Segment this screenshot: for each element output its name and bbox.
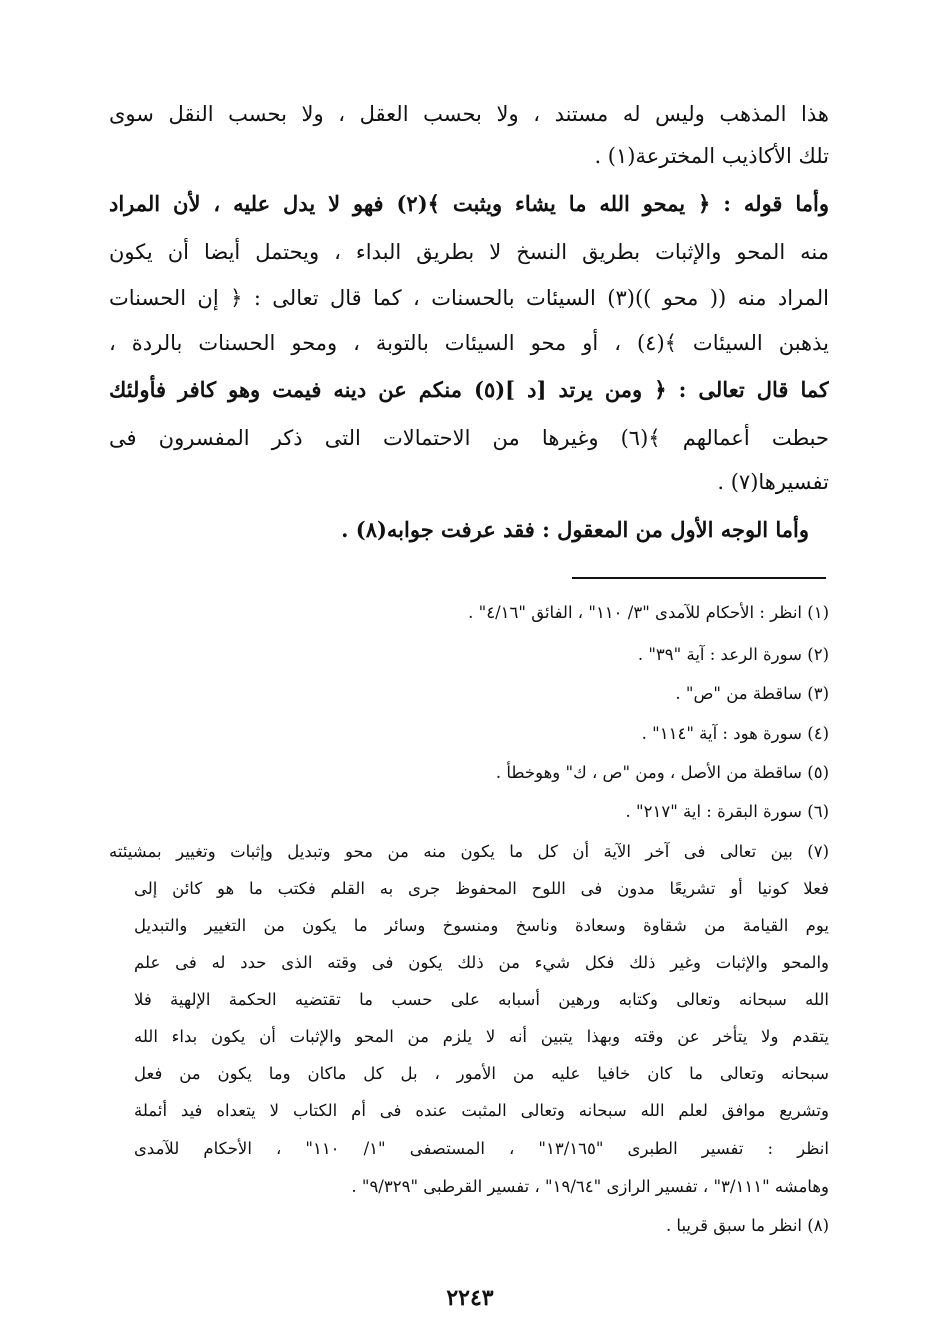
footnote-line: يتقدم ولا يتأخر عن وقته وبهذا يتبين أنه لا يلزم من المحو والإثبات أن يكون بداء الله xyxy=(134,1027,829,1046)
page-number: ٢٢٤٣ xyxy=(446,1285,494,1311)
footnote-line: وتشريع موافق لعلم الله سبحانه وتعالى المثبت عنده فى أم الكتاب لا يتعداه فيد أئملة xyxy=(134,1101,829,1120)
footnote-line: (٧) بين تعالى فى آخر الآية أن كل ما يكون منه من محو وتبديل وإثبات وتغيير بمشيئته xyxy=(109,842,829,861)
footnote-line: يوم القيامة من شقاوة وسعادة وناسخ ومنسوخ وسائر ما يكون من التغيير والتبديل xyxy=(134,916,829,935)
footnote-line: وهامشه "٣/١١١" ، تفسير الرازى "١٩/٦٤" ، تفسير القرطبى "٩/٣٢٩" . xyxy=(351,1177,829,1196)
footnote-line: (١) انظر : الأحكام للآمدى "٣/ ١١٠" ، الفائق "٤/١٦" . xyxy=(468,603,829,622)
body-line: هذا المذهب وليس له مستند ، ولا بحسب العقل ، ولا بحسب النقل سوى xyxy=(109,102,829,126)
body-line: المراد منه (( محو ))(٣) السيئات بالحسنات ، كما قال تعالى : ﴿ إن الحسنات xyxy=(109,286,829,310)
body-line: وأما قوله : ﴿ يمحو الله ما يشاء ويثبت ﴾(٢) فهو لا يدل عليه ، لأن المراد xyxy=(109,191,829,216)
body-line: كما قال تعالى : ﴿ ومن يرتد [د ](٥) منكم عن دينه فيمت وهو كافر فأولئك xyxy=(109,377,829,402)
footnote-line: (٢) سورة الرعد : آية "٣٩" . xyxy=(637,645,829,664)
footnote-line: الله سبحانه وتعالى وكتابه ورهين أسبابه على حسب ما تقتضيه الحكمة الإلهية فلا xyxy=(134,990,829,1009)
footnote-line: (٥) ساقطة من الأصل ، ومن "ص ، ك" وهوخطأ . xyxy=(495,763,829,782)
footnote-line: (٦) سورة البقرة : اية "٢١٧" . xyxy=(625,802,829,821)
footnote-line: (٨) انظر ما سبق قريبا . xyxy=(665,1216,829,1235)
footnote-line: والمحو والإثبات وغير ذلك فكل شيء من ذلك يكون فى وقته الذى حدد له فى علم xyxy=(134,953,829,972)
body-line: حبطت أعمالهم ﴾(٦) وغيرها من الاحتمالات التى ذكر المفسرون فى xyxy=(109,426,829,450)
footnote-line: (٣) ساقطة من "ص" . xyxy=(675,684,829,703)
footnote-line: سبحانه وتعالى ما كان خافيا عليه من الأمور ، بل كل ماكان وما يكون من فعل xyxy=(134,1064,829,1083)
footnote-line: (٤) سورة هود : آية "١١٤" . xyxy=(641,724,829,743)
footnote-line: فعلا كونيا أو تشريعًا مدون فى اللوح المحفوظ جرى به القلم فكتب ما هو كائن إلى xyxy=(134,879,829,898)
body-line: تفسيرها(٧) . xyxy=(717,470,829,494)
body-line: تلك الأكاذيب المخترعة(١) . xyxy=(594,144,829,168)
body-line: وأما الوجه الأول من المعقول : فقد عرفت جوابه(٨) . xyxy=(341,517,809,542)
footnote-line: انظر : تفسير الطبرى "١٣/١٦٥" ، المستصفى "١/ ١١٠" ، الأحكام للآمدى xyxy=(134,1139,829,1158)
body-line: منه المحو والإثبات بطريق النسخ لا بطريق البداء ، ويحتمل أيضا أن يكون xyxy=(109,240,829,264)
footnote-divider xyxy=(572,577,826,579)
body-line: يذهبن السيئات ﴾(٤) ، أو محو السيئات بالتوبة ، ومحو الحسنات بالردة ، xyxy=(109,331,829,355)
